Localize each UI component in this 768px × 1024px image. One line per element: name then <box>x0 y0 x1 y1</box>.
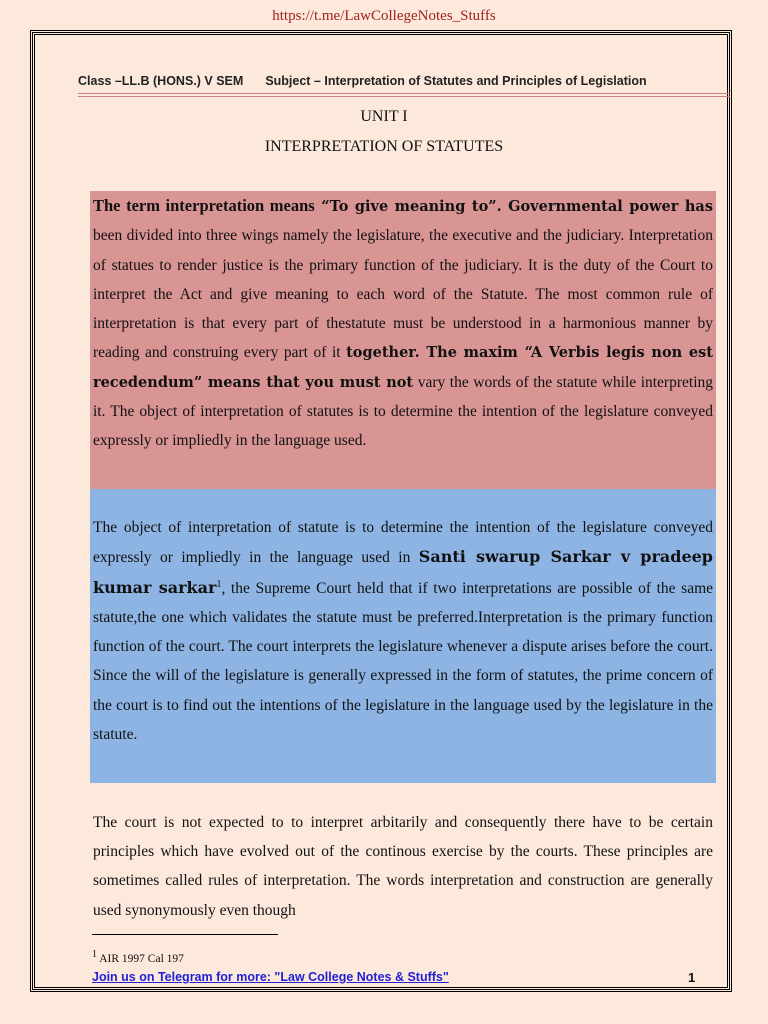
unit-title: UNIT I <box>360 108 408 125</box>
para3-text: The court is not expected to to interpret arbitarily and consequently there have to be certain principles which have evolved out of the continous exercise by the courts. These principles are sometimes called rules of interpretation. The words interpretation and construction are generally used synonymously even though <box>93 814 713 919</box>
case-name: Santi swarup Sarkar v pradeep kumar sarkar <box>93 547 713 597</box>
footnote-marker: 1 <box>92 949 97 961</box>
footnote-text: AIR 1997 Cal 197 <box>97 953 184 965</box>
footnote <box>92 949 184 965</box>
class-label: Class –LL.B (HONS.) V SEM <box>78 74 244 88</box>
footnote-ref[interactable]: 1 <box>216 578 222 590</box>
footnote-rule <box>92 934 278 935</box>
paragraph-principles <box>90 808 716 928</box>
paragraph-definition <box>90 191 716 489</box>
header-rule <box>78 93 730 97</box>
para1-body: been divided into three wings namely the legislature, the executive and the judiciary. Interpretation of statues to render justice is the primary function of the judiciary. It is the duty of the Court to interpret the Act and give meaning to each word of the Statute. The most common rule of interpretation is that every part of thestatute must be understood in a harmonious manner by reading and construing every part of it <box>93 227 713 362</box>
para1-end: vary the words of the statute while interpreting it. The object of interpretation of statutes is to determine the intention of the legislature conveyed expressly or impliedly in the language used. <box>93 373 713 450</box>
para1-lead-quote: “To give meaning to”. Governmental power has <box>314 198 713 215</box>
page-header <box>78 74 730 88</box>
main-title: INTERPRETATION OF STATUTES <box>264 138 504 155</box>
top-url-link[interactable]: https://t.me/LawCollegeNotes_Stuffs <box>272 8 496 24</box>
paragraph-object <box>90 489 716 783</box>
para1-bold-tail: together. The maxim “A Verbis legis non est recedendum” means that you must not <box>93 344 713 391</box>
telegram-link[interactable]: Join us on Telegram for more: "Law College Notes & Stuffs" <box>92 970 449 984</box>
para1-lead-bold: The term interpretation means <box>93 196 315 215</box>
para2-start: The object of interpretation of statute is to determine the intention of the legislature conveyed expressly or impliedly in the language used in <box>93 519 713 567</box>
subject-label: Subject – Interpretation of Statutes and Principles of Legislation <box>265 74 647 88</box>
page-number: 1 <box>688 970 696 985</box>
para2-end: , the Supreme Court held that if two interpretations are possible of the same statute,the one which validates the statute must be preferred.Interpretation is the primary function function of the court. The court interprets the legislature whenever a dispute arises before the court. Since the will of the legislature is generally expressed in the form of statutes, the prime concern of the court is to find out the intentions of the legislature in the language used by the legislature in the statute. <box>93 579 714 744</box>
